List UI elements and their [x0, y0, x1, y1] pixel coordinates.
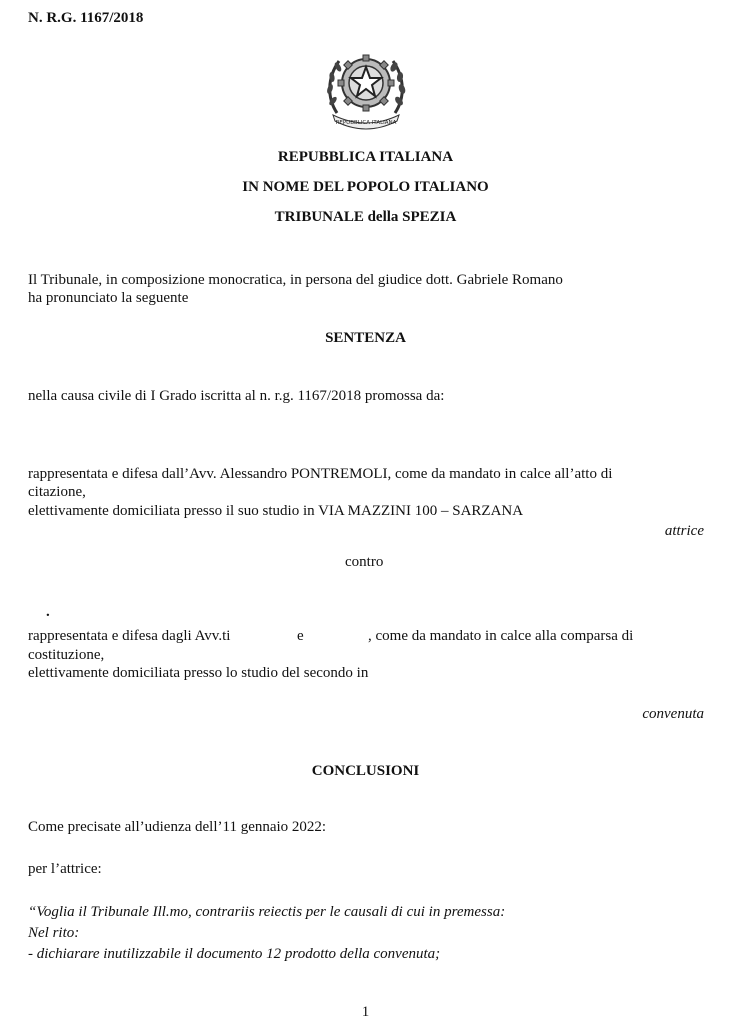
italian-republic-emblem — [319, 43, 413, 131]
convenuta-text: rappresentata e difesa dagli Avv.ti — [28, 628, 231, 644]
attrice-text: elettivamente domiciliata presso il suo studio in VIA MAZZINI 100 – SARZANA — [28, 503, 524, 519]
conclusioni-title: CONCLUSIONI — [311, 763, 420, 779]
intro-line: ha pronunciato la seguente — [28, 290, 189, 306]
causa-line: nella causa civile di I Grado iscritta al n. r.g. 1167/2018 promossa da: — [28, 388, 445, 404]
quote-line: Nel rito: — [28, 925, 80, 941]
convenuta-text: e — [297, 628, 304, 644]
svg-text:REPUBBLICA ITALIANA: REPUBBLICA ITALIANA — [335, 120, 397, 126]
redaction-dot: . — [46, 604, 50, 620]
header-people: IN NOME DEL POPOLO ITALIANO — [242, 179, 489, 195]
convenuta-role: convenuta — [642, 706, 704, 722]
conclusioni-intro: Come precisate all’udienza dell’11 gennaio 2022: — [28, 819, 327, 835]
convenuta-text: costituzione, — [28, 647, 105, 663]
attrice-role: attrice — [664, 523, 704, 539]
contro-label: contro — [345, 554, 384, 570]
case-number: N. R.G. 1167/2018 — [28, 10, 144, 26]
convenuta-text: , come da mandato in calce alla comparsa di — [368, 628, 634, 644]
attrice-text: citazione, — [28, 484, 86, 500]
per-attrice-label: per l’attrice: — [28, 861, 102, 877]
header-republic: REPUBBLICA ITALIANA — [277, 149, 454, 165]
quote-line: “Voglia il Tribunale Ill.mo, contrariis reiectis per le causali di cui in premessa: — [28, 904, 506, 920]
attrice-text: rappresentata e difesa dall’Avv. Alessandro PONTREMOLI, come da mandato in calce all’atto di — [28, 466, 613, 482]
page-number: 1 — [361, 1004, 370, 1020]
header-tribunal: TRIBUNALE della SPEZIA — [274, 209, 457, 225]
intro-line: Il Tribunale, in composizione monocratica, in persona del giudice dott. Gabriele Romano — [28, 272, 563, 288]
sentenza-title: SENTENZA — [325, 330, 406, 346]
convenuta-text: elettivamente domiciliata presso lo studio del secondo in — [28, 665, 369, 681]
quote-line: - dichiarare inutilizzabile il documento 12 prodotto della convenuta; — [28, 946, 441, 962]
